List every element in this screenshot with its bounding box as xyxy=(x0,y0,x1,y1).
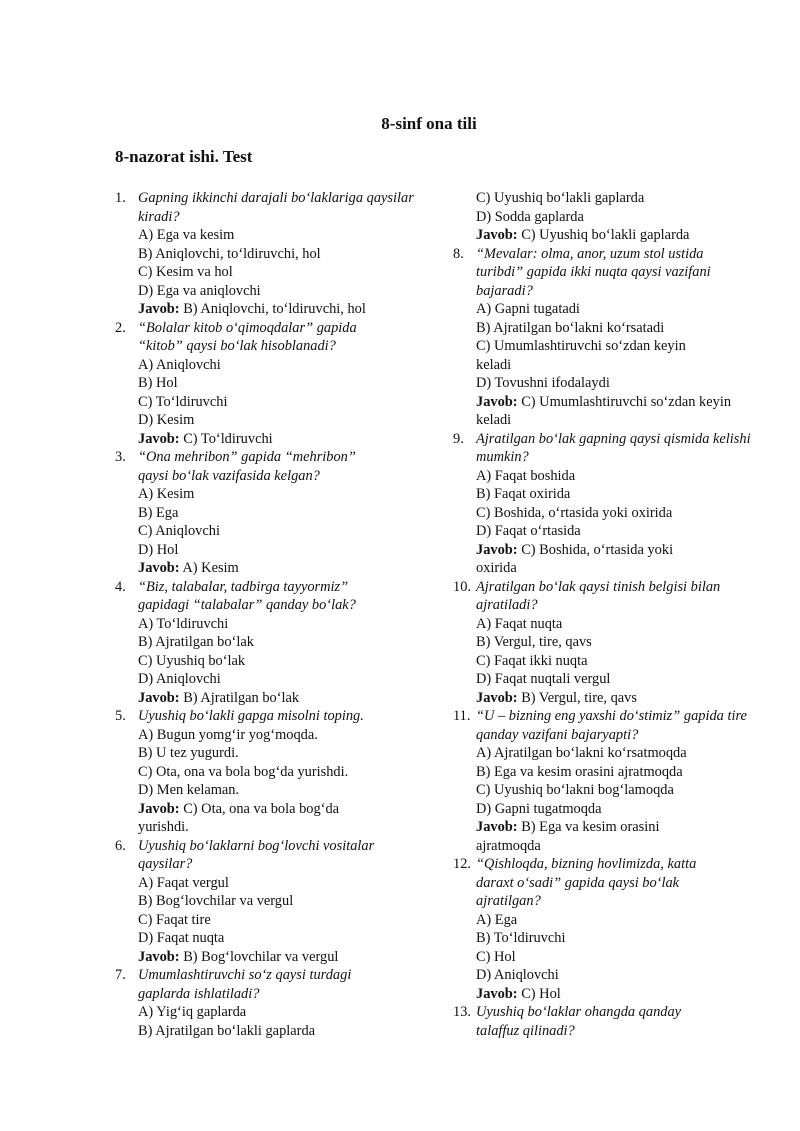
answer-label: Javob: xyxy=(138,560,180,576)
answer-text: C) Hol xyxy=(521,985,561,1002)
option: D) Faqat o‘rtasida xyxy=(476,523,581,539)
option: A) Bugun yomg‘ir yog‘moqda. xyxy=(138,726,318,743)
option: C) Umumlashtiruvchi so‘zdan keyin keladi xyxy=(476,338,686,373)
question-item xyxy=(453,855,766,1003)
option: A) To‘ldiruvchi xyxy=(138,615,229,632)
option: C) Uyushiq bo‘lakli gaplarda xyxy=(476,190,645,206)
question-text: Umumlashtiruvchi so‘z qaysi turdagi gaplarda ishlatiladi? xyxy=(138,967,352,1002)
option: B) Bog‘lovchilar va vergul xyxy=(138,893,294,909)
option: A) Faqat boshida xyxy=(476,467,576,484)
option: B) Vergul, tire, qavs xyxy=(476,634,592,650)
question-item xyxy=(115,578,428,708)
left-column xyxy=(115,189,415,1040)
answer-text: C) Ota, ona va bola bog‘da yurishdi. xyxy=(138,800,340,835)
question-item xyxy=(115,448,428,578)
question-item xyxy=(453,430,766,578)
option: B) Hol xyxy=(138,375,178,391)
question-number: 9. xyxy=(453,430,464,447)
question-item xyxy=(453,245,766,430)
option: D) Ega va aniqlovchi xyxy=(138,282,261,299)
question-text: Uyushiq bo‘lakli gapga misolni toping. xyxy=(138,708,364,724)
option: B) To‘ldiruvchi xyxy=(476,930,566,946)
option: B) Ajratilgan bo‘lakli gaplarda xyxy=(138,1022,316,1039)
question-item xyxy=(453,578,766,708)
option: A) Aniqlovchi xyxy=(138,356,221,373)
option: A) Kesim xyxy=(138,486,195,502)
option: A) Ega va kesim xyxy=(138,227,235,243)
question-text: “Bolalar kitob o‘qimoqdalar” gapida “kitob” qaysi bo‘lak hisoblanadi? xyxy=(138,319,357,354)
answer-text: B) Ega va kesim orasini ajratmoqda xyxy=(476,819,660,854)
question-item xyxy=(115,837,428,967)
option: C) To‘ldiruvchi xyxy=(138,393,228,410)
answer-label: Javob: xyxy=(476,541,518,558)
answer-label: Javob: xyxy=(476,393,518,410)
option: A) Ega xyxy=(476,911,518,928)
answer-label: Javob: xyxy=(138,689,180,706)
question-text: Ajratilgan bo‘lak qaysi tinish belgisi bilan ajratiladi? xyxy=(476,578,721,613)
option: B) Aniqlovchi, to‘ldiruvchi, hol xyxy=(138,245,321,262)
option: C) Uyushiq bo‘lakni bog‘lamoqda xyxy=(476,782,674,798)
answer-label: Javob: xyxy=(138,948,180,965)
answer-label: Javob: xyxy=(476,819,518,835)
option: A) Faqat vergul xyxy=(138,874,229,891)
answer-text: B) Bog‘lovchilar va vergul xyxy=(183,948,339,965)
question-item xyxy=(453,707,766,855)
option: D) Men kelaman. xyxy=(138,782,240,798)
answer-line xyxy=(138,559,428,578)
question-number: 7. xyxy=(115,967,126,983)
answer-line xyxy=(476,226,766,245)
question-text: “Mevalar: olma, anor, uzum stol ustida turibdi” gapida ikki nuqta qaysi vazifani bajaradi? xyxy=(476,245,711,299)
question-item xyxy=(115,319,428,449)
option: B) Ega xyxy=(138,504,179,521)
question-number: 2. xyxy=(115,319,126,336)
option: C) Hol xyxy=(476,948,516,965)
question-item xyxy=(115,966,428,1040)
option: D) Faqat nuqta xyxy=(138,930,225,946)
answer-line xyxy=(138,800,378,837)
answer-text: C) Boshida, o‘rtasida yoki oxirida xyxy=(476,541,674,576)
answer-line xyxy=(476,541,716,578)
answer-text: B) Aniqlovchi, to‘ldiruvchi, hol xyxy=(183,301,366,317)
right-column xyxy=(453,189,753,1040)
option: C) Ota, ona va bola bog‘da yurishdi. xyxy=(138,763,349,780)
option: A) Faqat nuqta xyxy=(476,615,563,632)
question-number: 11. xyxy=(453,708,471,724)
answer-text: C) Umumlashtiruvchi so‘zdan keyin keladi xyxy=(476,393,732,428)
question-text: Gapning ikkinchi darajali bo‘laklariga qaysilar kiradi? xyxy=(138,190,414,225)
question-number: 4. xyxy=(115,578,126,595)
option: A) Ajratilgan bo‘lakni ko‘rsatmoqda xyxy=(476,745,687,761)
option: C) Faqat ikki nuqta xyxy=(476,652,588,669)
answer-label: Javob: xyxy=(138,800,180,817)
question-text: Uyushiq bo‘laklarni bog‘lovchi vositalar qaysilar? xyxy=(138,837,375,872)
question-item xyxy=(115,707,428,837)
option: B) Ajratilgan bo‘lak xyxy=(138,634,254,650)
question-number: 8. xyxy=(453,245,464,262)
question-number: 12. xyxy=(453,856,471,872)
answer-text: A) Kesim xyxy=(182,560,239,576)
answer-text: B) Ajratilgan bo‘lak xyxy=(183,689,300,706)
answer-label: Javob: xyxy=(138,430,180,447)
answer-line xyxy=(138,948,428,967)
option: B) U tez yugurdi. xyxy=(138,745,239,761)
option: C) Kesim va hol xyxy=(138,264,233,280)
question-number: 10. xyxy=(453,578,471,595)
answer-line xyxy=(138,430,428,449)
option: C) Uyushiq bo‘lak xyxy=(138,652,246,669)
question-text: Uyushiq bo‘laklar ohangda qanday talaffuz qilinadi? xyxy=(476,1004,682,1039)
question-number: 13. xyxy=(453,1004,471,1020)
question-number: 6. xyxy=(115,837,126,854)
option: B) Ega va kesim orasini ajratmoqda xyxy=(476,763,683,780)
option: D) Faqat nuqtali vergul xyxy=(476,671,611,687)
answer-line xyxy=(476,818,696,855)
option: D) Kesim xyxy=(138,412,195,428)
answer-label: Javob: xyxy=(476,689,518,706)
option: C) Faqat tire xyxy=(138,911,211,928)
answer-line xyxy=(138,689,428,708)
question-number: 1. xyxy=(115,190,126,206)
option: D) Sodda gaplarda xyxy=(476,208,584,225)
question-text: “Ona mehribon” gapida “mehribon” qaysi bo‘lak vazifasida kelgan? xyxy=(138,449,356,484)
answer-label: Javob: xyxy=(476,227,518,243)
page-title: 8-sinf ona tili xyxy=(381,114,477,133)
question-number: 5. xyxy=(115,708,126,724)
question-number: 3. xyxy=(115,449,126,465)
option: C) Boshida, o‘rtasida yoki oxirida xyxy=(476,504,673,521)
question-text: “Biz, talabalar, tadbirga tayyormiz” gapidagi “talabalar” qanday bo‘lak? xyxy=(138,578,356,613)
answer-line xyxy=(476,985,766,1004)
answer-line xyxy=(476,393,731,430)
question-item xyxy=(453,1003,766,1040)
option: B) Faqat oxirida xyxy=(476,486,571,502)
option: D) Gapni tugatmoqda xyxy=(476,800,602,817)
answer-text: C) Uyushiq bo‘lakli gaplarda xyxy=(521,227,690,243)
option: B) Ajratilgan bo‘lakni ko‘rsatadi xyxy=(476,319,665,336)
option: D) Hol xyxy=(138,541,179,558)
option: D) Aniqlovchi xyxy=(138,671,221,687)
answer-label: Javob: xyxy=(138,301,180,317)
answer-text: B) Vergul, tire, qavs xyxy=(521,689,637,706)
option: D) Aniqlovchi xyxy=(476,967,559,983)
question-continuation xyxy=(453,189,766,245)
option: D) Tovushni ifodalaydi xyxy=(476,375,610,391)
question-text: “Qishloqda, bizning hovlimizda, katta daraxt o‘sadi” gapida qaysi bo‘lak ajratilgan? xyxy=(476,856,697,909)
answer-text: C) To‘ldiruvchi xyxy=(183,430,273,447)
test-heading: 8-nazorat ishi. Test xyxy=(115,147,253,166)
option: C) Aniqlovchi xyxy=(138,523,220,539)
question-text: Ajratilgan bo‘lak gapning qaysi qismida kelishi mumkin? xyxy=(476,430,751,465)
answer-label: Javob: xyxy=(476,985,518,1002)
option: A) Yig‘iq gaplarda xyxy=(138,1004,247,1020)
question-item xyxy=(115,189,428,319)
option: A) Gapni tugatadi xyxy=(476,301,580,317)
question-text: “U – bizning eng yaxshi do‘stimiz” gapida tire qanday vazifani bajaryapti? xyxy=(476,708,747,743)
answer-line xyxy=(138,300,428,319)
answer-line xyxy=(476,689,766,708)
